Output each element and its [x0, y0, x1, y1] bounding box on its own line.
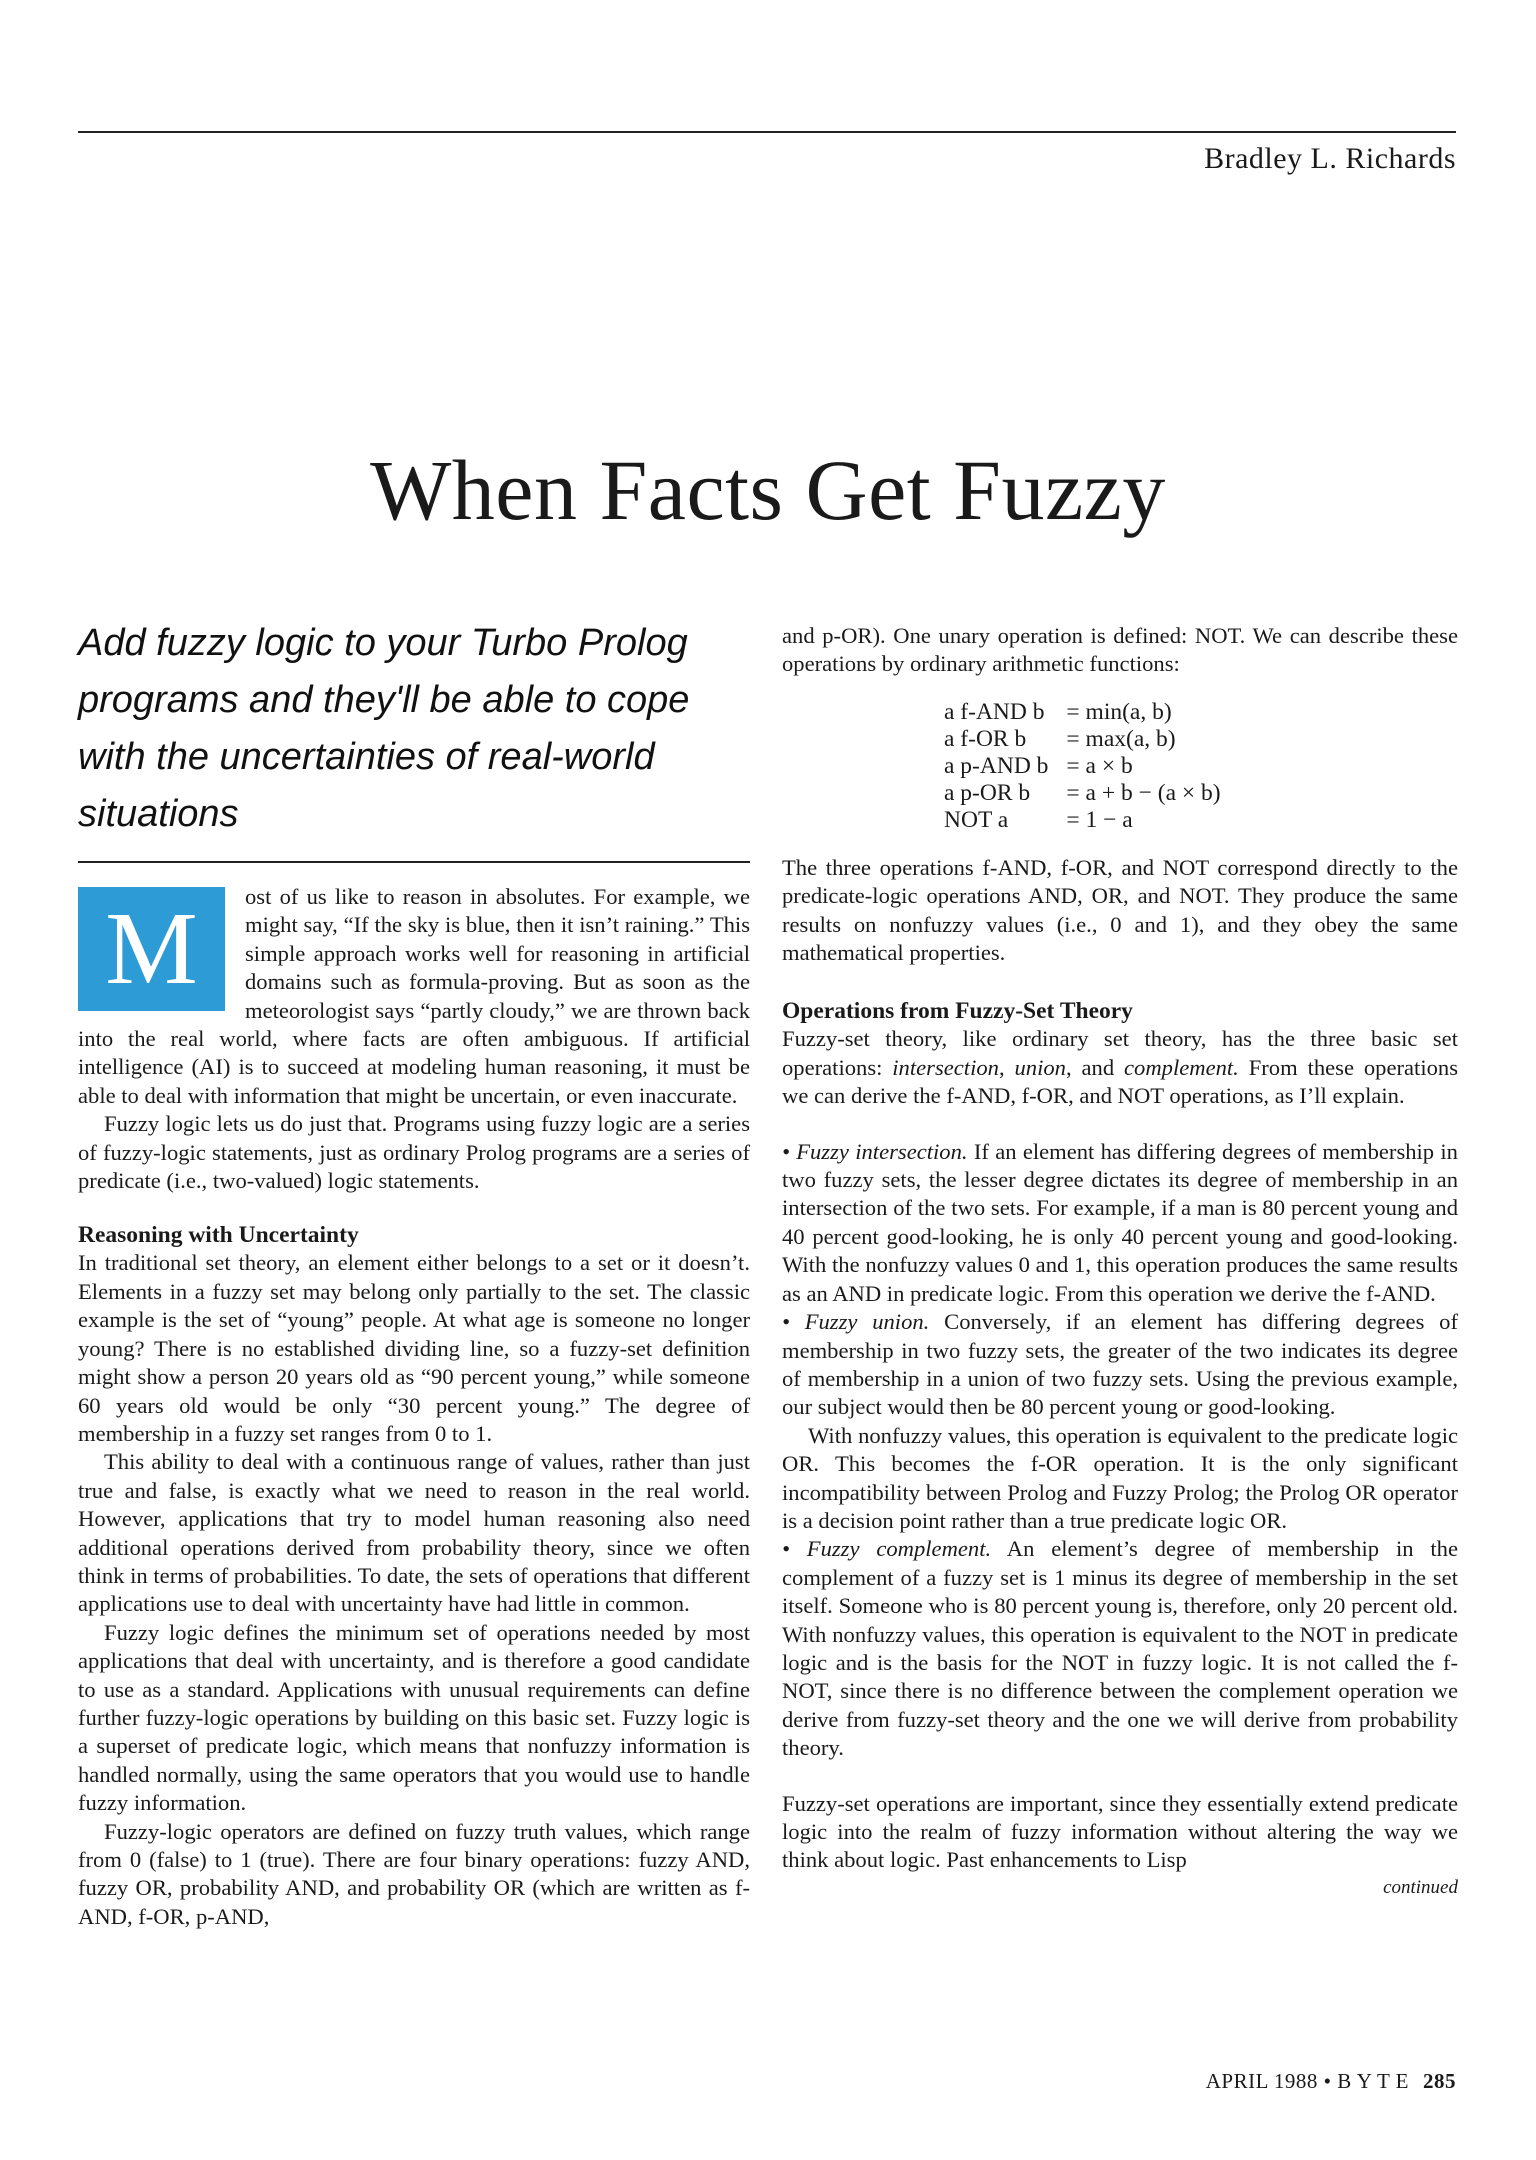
spacer — [782, 1111, 1458, 1138]
bullet-text: An element’s degree of membership in the complement of a fuzzy set is 1 minus its degree of membership in the set itself. Someone who is 80 percent young is, therefore, only 20 percent old. With nonfuzzy values, this operation is equivalent to the NOT in predicate logic and is the basis for the NOT in fuzzy logic. It is not called the f-NOT, since there is no difference between the complement operation we derive from fuzzy-set theory and the one we will derive from probability theory. — [782, 1536, 1459, 1761]
continued-label: continued — [1383, 1876, 1458, 1898]
formula-row — [944, 807, 1221, 834]
formula-lhs: NOT a — [944, 806, 1009, 833]
bullet-text: Conversely, if an element has differing degrees of membership in two fuzzy sets, the greater of the two indicates its degree of membership in a union of two fuzzy sets. Using the previous example, our subject would then be 80 percent young or good-looking. — [782, 1309, 1458, 1420]
term-complement: complement. — [1124, 1054, 1239, 1080]
body-paragraph: and p-OR). One unary operation is defined: NOT. We can describe these operations by ordinary arithmetic functions: — [782, 623, 1458, 677]
body-paragraph — [782, 1025, 1458, 1110]
page-footer — [1206, 2069, 1456, 2094]
bullet-paragraph — [782, 1535, 1458, 1762]
formula-rhs: = 1 − a — [1066, 806, 1133, 833]
author-byline: Bradley L. Richards — [1204, 142, 1456, 175]
body-paragraph: With nonfuzzy values, this operation is equivalent to the predicate logic OR. This becomes the f-OR operation. It is the only significant incompatibility between Prolog and Fuzzy Prolog; the Prolog OR operator is a decision point rather than a true predicate logic OR. — [782, 1422, 1458, 1533]
spacer — [782, 1763, 1458, 1790]
bullet-label: • Fuzzy intersection. — [782, 1138, 968, 1164]
section-heading: Reasoning with Uncertainty — [78, 1222, 359, 1249]
formula-lhs: a f-AND b — [944, 698, 1045, 725]
formula-lhs: a f-OR b — [944, 725, 1027, 752]
section-heading: Operations from Fuzzy-Set Theory — [782, 998, 1133, 1025]
issue-label: APRIL 1988 • B Y T E — [1205, 2069, 1409, 2093]
body-paragraph: In traditional set theory, an element either belongs to a set or it doesn’t. Elements in a fuzzy set may belong only partially to the set. The classic example is the set of “young” people. At what age is someone no longer young? There is no established dividing line, so a fuzzy-set definition might show a person 20 years old as “90 percent young,” while someone 60 years old would be only “30 percent young.” The degree of membership in a fuzzy set ranges from 0 to 1. — [78, 1250, 750, 1446]
formula-rhs: = a × b — [1066, 752, 1133, 779]
term-union: union — [1014, 1054, 1066, 1080]
text-run: , — [998, 1054, 1015, 1080]
drop-cap: M — [78, 887, 225, 1011]
formula-lhs: a p-AND b — [944, 752, 1049, 779]
bullet-text: If an element has differing degrees of membership in two fuzzy sets, the lesser degree dictates its degree of membership in an intersection of the two sets. For example, if a man is 80 percent young and 40 percent good-looking, he is only 40 percent young and good-looking. With the nonfuzzy values 0 and 1, this operation produces the same results as an AND in predicate logic. From this operation we derive the f-AND. — [782, 1138, 1458, 1306]
right-column — [782, 622, 1458, 1899]
bullet-label: • Fuzzy complement. — [782, 1536, 992, 1562]
body-paragraph: The three operations f-AND, f-OR, and NOT correspond directly to the predicate-logic operations AND, OR, and NOT. They produce the same results on nonfuzzy values (i.e., 0 and 1), and they obey the same mathematical properties. — [782, 854, 1458, 966]
bullet-paragraph — [782, 1138, 1458, 1308]
formula-row — [944, 726, 1221, 753]
left-column — [78, 615, 750, 1931]
body-paragraph: Fuzzy-set operations are important, since they essentially extend predicate logic into the realm of fuzzy information without altering the way we think about logic. Past enhancements to Lisp — [782, 1790, 1458, 1873]
article-title: When Facts Get Fuzzy — [370, 442, 1166, 538]
formula-row — [944, 699, 1221, 726]
bullet-paragraph — [782, 1308, 1458, 1422]
header-rule — [78, 131, 1456, 133]
text-run: Fuzzy-set theory, like ordinary set theory, has the three basic set operations: — [782, 1026, 1458, 1080]
article-deck: Add fuzzy logic to your Turbo Prolog programs and they'll be able to cope with the uncertainties of real-world situations — [78, 622, 690, 835]
formula-table — [944, 699, 1221, 834]
formula-rhs: = a + b − (a × b) — [1066, 779, 1221, 806]
page-number: 285 — [1423, 2069, 1456, 2093]
deck-rule — [78, 861, 750, 863]
formula-lhs: a p-OR b — [944, 779, 1031, 806]
intro-paragraph: ost of us like to reason in absolutes. For example, we might say, “If the sky is blue, then it isn’t raining.” This simple approach works well for reasoning in artificial domains such as formula-proving. But as soon as the meteorologist says “partly cloudy,” we are thrown back into the real world, where facts are often ambiguous. If artificial intelligence (AI) is to succeed at modeling human reasoning, it must be able to deal with information that might be uncertain, or even inaccurate. — [78, 884, 750, 1108]
formula-rhs: = max(a, b) — [1066, 725, 1176, 752]
body-paragraph: Fuzzy logic lets us do just that. Programs using fuzzy logic are a series of fuzzy-logic statements, just as ordinary Prolog programs are a series of predicate (i.e., two-valued) logic statements. — [78, 1111, 750, 1194]
term-intersection: intersection — [892, 1054, 999, 1080]
formula-row — [944, 753, 1221, 780]
formula-rhs: = min(a, b) — [1066, 698, 1172, 725]
body-paragraph: Fuzzy-logic operators are defined on fuzzy truth values, which range from 0 (false) to 1 (true). There are four binary operations: fuzzy AND, fuzzy OR, probability AND, and probability OR (which are written as f-AND, f-OR, p-AND, — [78, 1818, 750, 1929]
body-paragraph: Fuzzy logic defines the minimum set of operations needed by most applications that deal with uncertainty, and is therefore a good candidate to use as a standard. Applications with unusual requirements can define further fuzzy-logic operations by building on this basic set. Fuzzy logic is a superset of predicate logic, which means that nonfuzzy information is handled normally, using the same operators that you would use to handle fuzzy information. — [78, 1619, 750, 1816]
formula-row — [944, 780, 1221, 807]
body-paragraph: This ability to deal with a continuous range of values, rather than just true and false, is exactly what we need to reason in the real world. However, applications that try to model human reasoning also need additional operations derived from probability theory, since we often think in terms of probabilities. To date, the sets of operations that different applications use to deal with uncertainty have had little in common. — [78, 1449, 750, 1617]
bullet-label: • Fuzzy union. — [782, 1309, 930, 1335]
text-run: , and — [1065, 1054, 1125, 1080]
text-run: From these operations we can derive the f-AND, f-OR, and NOT operations, as I’ll explain. — [782, 1054, 1458, 1109]
